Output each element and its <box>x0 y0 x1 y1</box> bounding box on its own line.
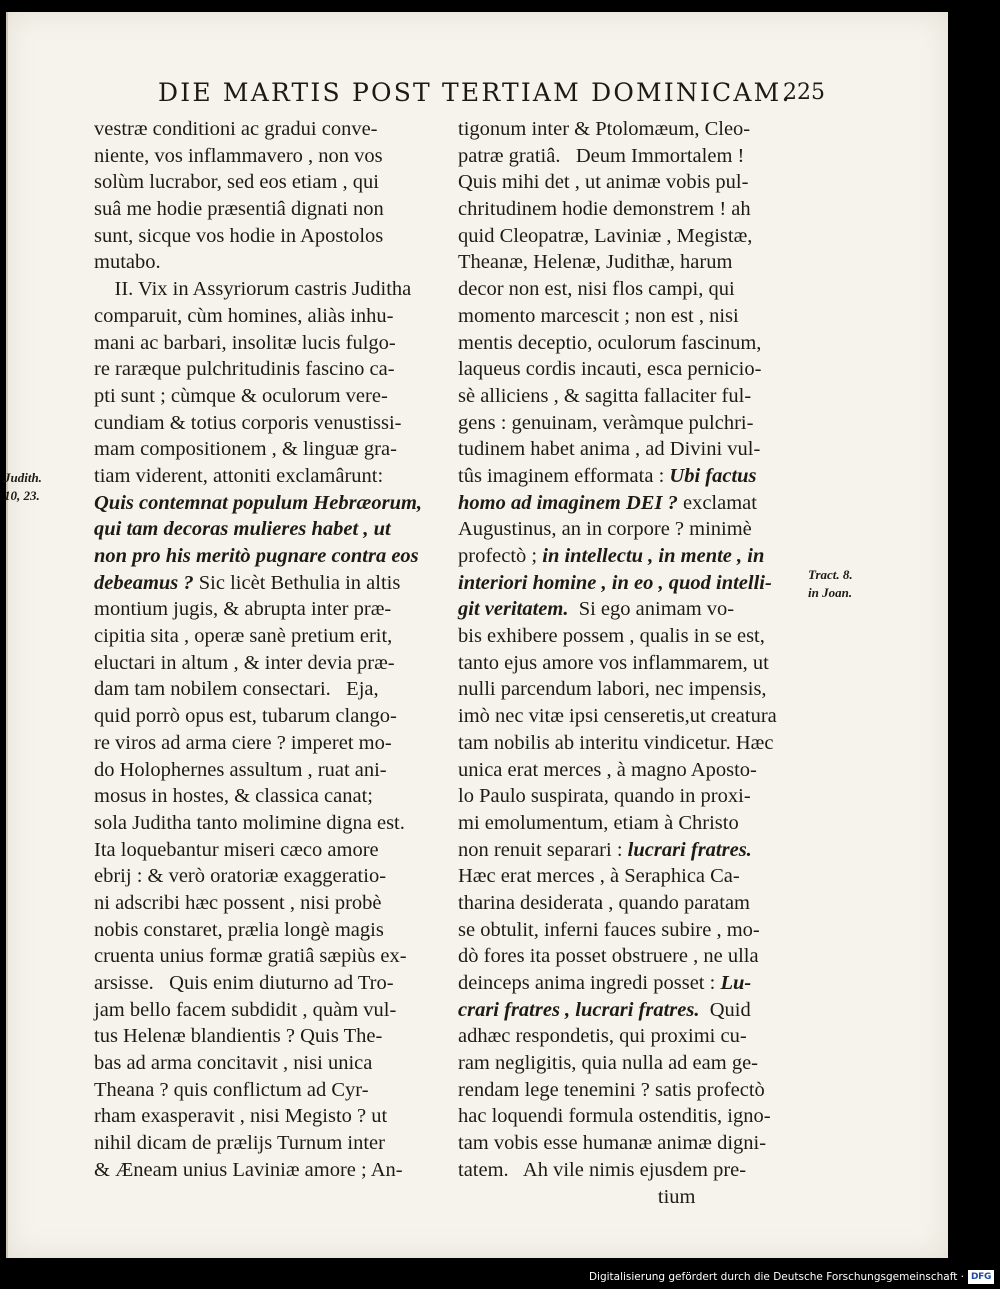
text-line <box>458 837 808 864</box>
text-line: jam bello facem subdidit , quàm vul- <box>94 998 397 1021</box>
text-line: mosus in hostes, & classica canat; <box>94 785 373 808</box>
text-line: ram negligitis, quia nulla ad eam ge- <box>458 1052 759 1075</box>
text-line: Augustinus, an in corpore ? minimè <box>458 518 752 541</box>
text-line: laqueus cordis incauti, esca pernicio- <box>458 358 762 381</box>
text-line: eluctari in altum , & inter devia præ- <box>94 651 395 674</box>
text-segment: Quid <box>699 998 751 1021</box>
text-segment: exclamat <box>677 491 757 514</box>
margin-note-line: Judith. <box>4 470 42 485</box>
text-line: gens : genuinam, veràmque pulchri- <box>458 411 754 434</box>
text-line: Ita loquebantur miseri cæco amore <box>94 838 379 861</box>
text-line: Quis mihi det , ut animæ vobis pul- <box>458 171 749 194</box>
page-edge <box>6 12 8 1258</box>
text-line: comparuit, cùm homines, aliàs inhu- <box>94 304 394 327</box>
text-line: II. Vix in Assyriorum castris Juditha <box>94 278 412 301</box>
text-line <box>458 596 808 623</box>
text-line: adhæc respondetis, qui proximi cu- <box>458 1025 747 1048</box>
text-line: interiori homine , in eo , quod intelli- <box>458 571 772 594</box>
text-segment: crari fratres , lucrari fratres. <box>458 998 700 1021</box>
text-line: Theanæ, Helenæ, Judithæ, harum <box>458 251 733 274</box>
text-line: momento marcescit ; non est , nisi <box>458 304 739 327</box>
text-line: tus Helenæ blandientis ? Quis The- <box>94 1025 383 1048</box>
margin-note-line: Tract. 8. <box>808 567 853 582</box>
text-line: mam compositionem , & linguæ gra- <box>94 438 397 461</box>
margin-note-line: 10, 23. <box>4 488 40 503</box>
text-line <box>458 463 808 490</box>
text-line: tiam viderent, attoniti exclamârunt: <box>94 464 384 487</box>
text-line: hac loquendi formula ostenditis, igno- <box>458 1105 771 1128</box>
text-line: ebrij : & verò oratoriæ exaggeratio- <box>94 865 387 888</box>
text-line: tium <box>458 1185 696 1208</box>
text-segment: Ubi factus <box>669 464 757 487</box>
text-column-right <box>458 116 808 1210</box>
text-line: mentis deceptio, oculorum fascinum, <box>458 331 762 354</box>
text-line: Quis contemnat populum Hebræorum, <box>94 491 423 514</box>
text-line: nihil dicam de prælijs Turnum inter <box>94 1132 385 1155</box>
text-line: quid porrò opus est, tubarum clango- <box>94 705 397 728</box>
text-line: mani ac barbari, insolitæ lucis fulgo- <box>94 331 396 354</box>
text-line: dam tam nobilem consectari. Eja, <box>94 678 379 701</box>
text-line: mutabo. <box>94 251 161 274</box>
text-segment: in intellectu , in mente , in <box>542 545 765 567</box>
text-line: Hæc erat merces , à Seraphica Ca- <box>458 865 740 888</box>
text-line: sè alliciens , & sagitta fallaciter ful- <box>458 384 752 407</box>
margin-note-line: in Joan. <box>808 585 853 600</box>
text-line: rham exasperavit , nisi Megisto ? ut <box>94 1105 388 1128</box>
text-line <box>458 997 808 1024</box>
text-line: niente, vos inflammavero , non vos <box>94 144 383 167</box>
text-segment: lucrari fratres. <box>627 838 752 861</box>
text-line: vestræ conditioni ac gradui conve- <box>94 118 378 140</box>
running-head: DIE MARTIS POST TERTIAM DOMINICAM. <box>158 78 792 107</box>
text-line: montium jugis, & abrupta inter præ- <box>94 598 392 621</box>
text-line: tam vobis esse humanæ animæ digni- <box>458 1132 767 1155</box>
text-line <box>458 490 808 517</box>
text-column-left <box>94 116 432 1184</box>
page-number: 225 <box>783 80 825 105</box>
text-line: quid Cleopatræ, Laviniæ , Megistæ, <box>458 224 753 247</box>
text-line: cundiam & totius corporis venustissi- <box>94 411 402 434</box>
text-line <box>94 570 432 597</box>
text-line: nobis constaret, prælia longè magis <box>94 918 384 941</box>
text-line: bis exhibere possem , qualis in se est, <box>458 625 765 648</box>
text-line: solùm lucrabor, sed eos etiam , qui <box>94 171 379 194</box>
text-line: Theana ? quis conflictum ad Cyr- <box>94 1078 369 1101</box>
text-line: ni adscribi hæc possent , nisi probè <box>94 891 382 914</box>
text-line: se obtulit, inferni fauces subire , mo- <box>458 918 760 941</box>
text-line: tanto ejus amore vos inflammarem, ut <box>458 651 769 674</box>
text-line: tigonum inter & Ptolomæum, Cleo- <box>458 118 751 140</box>
text-line: cipitia sita , operæ sanè pretium erit, <box>94 625 393 648</box>
text-line: sola Juditha tanto molimine digna est. <box>94 811 405 834</box>
text-line: tatem. Ah vile nimis ejusdem pre- <box>458 1158 747 1181</box>
text-line: imò nec vitæ ipsi censeretis,ut creatura <box>458 705 777 728</box>
text-segment: non renuit separari : <box>458 838 628 861</box>
text-line: tharina desiderata , quando paratam <box>458 891 750 914</box>
text-segment: git veritatem. <box>458 598 569 621</box>
text-line <box>458 970 808 997</box>
text-segment: profectò ; <box>458 545 543 567</box>
digitization-credit: Digitalisierung gefördert durch die Deutsche Forschungsgemeinschaft · <box>588 1271 964 1283</box>
text-segment: Lu- <box>720 972 752 994</box>
text-line: dò fores ita posset obstruere , ne ulla <box>458 945 759 968</box>
text-segment: debeamus ? <box>94 571 194 594</box>
text-line: lo Paulo suspirata, quando in proxi- <box>458 785 751 808</box>
text-line: decor non est, nisi flos campi, qui <box>458 278 735 301</box>
text-line: qui tam decoras mulieres habet , ut <box>94 518 391 541</box>
text-segment: Sic licèt Bethulia in altis <box>193 571 401 594</box>
margin-note-left <box>4 469 42 505</box>
text-segment: homo ad imaginem DEI ? <box>458 491 678 514</box>
text-line: bas ad arma concitavit , nisi unica <box>94 1052 373 1075</box>
text-line: mi emolumentum, etiam à Christo <box>458 811 739 834</box>
text-line: re viros ad arma ciere ? imperet mo- <box>94 731 392 754</box>
text-segment: Si ego animam vo- <box>568 598 735 621</box>
text-segment: deinceps anima ingredi posset : <box>458 972 721 994</box>
text-line: re raræque pulchritudinis fascino ca- <box>94 358 395 381</box>
text-line: nulli parcendum labori, nec impensis, <box>458 678 767 701</box>
text-line: non pro his meritò pugnare contra eos <box>94 545 419 567</box>
text-line: pti sunt ; cùmque & oculorum vere- <box>94 384 388 407</box>
text-line: patræ gratiâ. Deum Immortalem ! <box>458 144 745 167</box>
text-line: chritudinem hodie demonstrem ! ah <box>458 198 751 221</box>
text-line <box>458 543 808 570</box>
text-line: suâ me hodie præsentiâ dignati non <box>94 198 384 221</box>
text-line: cruenta unius formæ gratiâ sæpiùs ex- <box>94 945 407 968</box>
text-line: tudinem habet anima , ad Divini vul- <box>458 438 761 461</box>
dfg-logo: DFG <box>968 1270 994 1284</box>
margin-note-right <box>808 566 853 602</box>
text-line: rendam lege tenemini ? satis profectò <box>458 1078 765 1101</box>
text-line: unica erat merces , à magno Aposto- <box>458 758 757 781</box>
footer-bar <box>0 1268 1000 1289</box>
text-line: do Holophernes assultum , ruat ani- <box>94 758 387 781</box>
text-line: tam nobilis ab interitu vindicetur. Hæc <box>458 731 774 754</box>
text-line: & Æneam unius Laviniæ amore ; An- <box>94 1158 403 1181</box>
text-segment: tûs imaginem efformata : <box>458 464 670 487</box>
text-line: sunt, sicque vos hodie in Apostolos <box>94 224 384 247</box>
text-line: arsisse. Quis enim diuturno ad Tro- <box>94 972 394 994</box>
